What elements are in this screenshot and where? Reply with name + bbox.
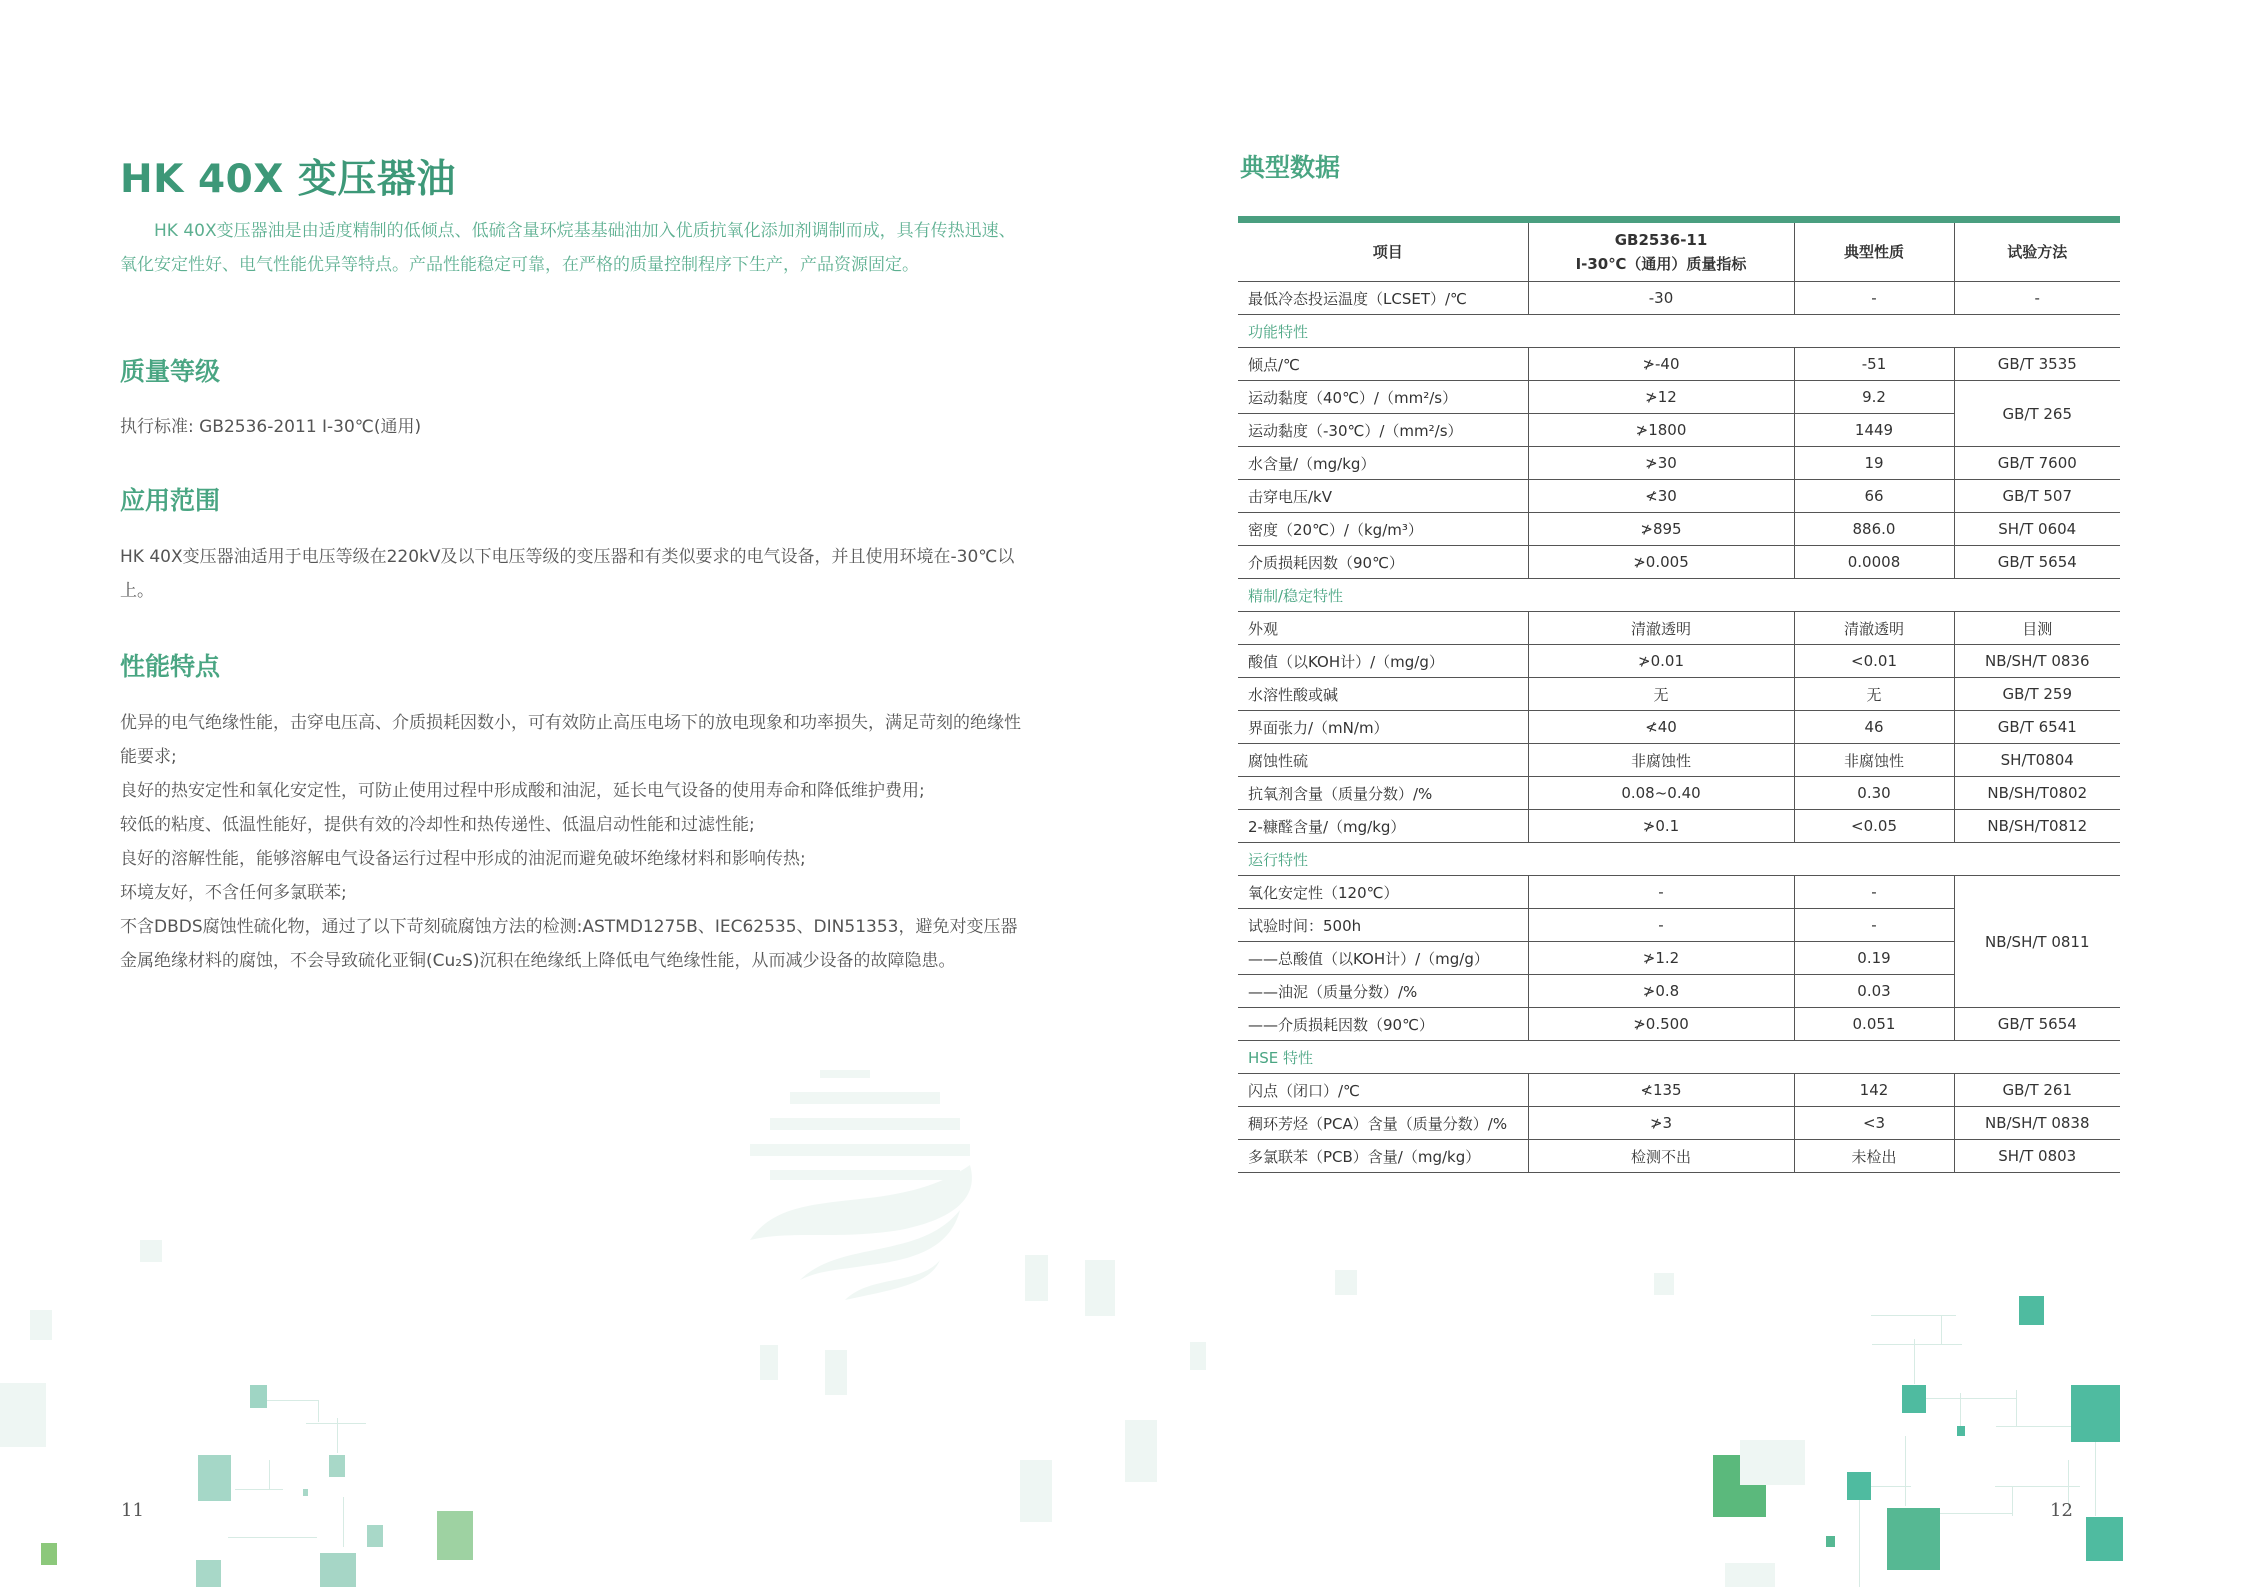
cell-typical: 0.0008 [1794,546,1954,579]
product-title: HK 40X 变压器油 [120,157,456,202]
cell-spec: 检测不出 [1528,1140,1794,1173]
quality-grade-text: 执行标准: GB2536-2011 I-30℃(通用) [120,417,422,437]
cell-spec: ≯0.500 [1528,1008,1794,1041]
table-row [1238,348,2120,381]
col-header-item: 项目 [1238,223,1528,282]
cell-typical: <3 [1794,1107,1954,1140]
section-row [1238,1041,2120,1074]
cell-method: - [1954,282,2120,315]
decor-square [1335,1270,1357,1295]
decor-line [2016,1390,2017,1426]
decor-line [1941,1315,1942,1345]
section-label: HSE 特性 [1238,1041,2120,1074]
cell-method: GB/T 7600 [1954,447,2120,480]
cell-spec: ≯-40 [1528,348,1794,381]
cell-method: GB/T 3535 [1954,348,2120,381]
cell-method: SH/T0804 [1954,744,2120,777]
cell-spec: 非腐蚀性 [1528,744,1794,777]
section-row [1238,315,2120,348]
cell-method: GB/T 259 [1954,678,2120,711]
feature-item: 环境友好，不含任何多氯联苯; [120,883,347,903]
decor-line [270,1537,317,1538]
col-header-method: 试验方法 [1954,223,2120,282]
feature-item: 较低的粘度、低温性能好，提供有效的冷却性和热传递性、低温启动性能和过滤性能; [120,815,755,835]
decor-line [2095,1442,2096,1516]
decor-square [41,1543,57,1565]
cell-spec: ≮135 [1528,1074,1794,1107]
cell-spec: ≮30 [1528,480,1794,513]
cell-method: SH/T 0803 [1954,1140,2120,1173]
decor-square [1125,1420,1157,1482]
cell-item: ——油泥（质量分数）/% [1238,975,1528,1008]
cell-item: 闪点（闭口）/℃ [1238,1074,1528,1107]
page-number-right: 12 [2050,1500,2073,1521]
cell-item: 击穿电压/kV [1238,480,1528,513]
cell-item: ——介质损耗因数（90℃） [1238,1008,1528,1041]
decor-square [1725,1563,1775,1587]
cell-typical: 9.2 [1794,381,1954,414]
decor-square [140,1240,162,1262]
cell-spec: 0.08~0.40 [1528,777,1794,810]
decor-line [343,1497,344,1547]
cell-item: 界面张力/（mN/m） [1238,711,1528,744]
decor-square [2086,1517,2123,1561]
cell-spec: ≯0.005 [1528,546,1794,579]
decor-square [1654,1273,1674,1295]
table-row [1238,282,2120,315]
cell-typical: 1449 [1794,414,1954,447]
watermark-logo-icon [750,1070,990,1300]
table-top-bar [1238,216,2120,223]
decor-square [1085,1260,1115,1316]
cell-typical: 0.19 [1794,942,1954,975]
cell-spec: ≯1800 [1528,414,1794,447]
section-label: 功能特性 [1238,315,2120,348]
cell-spec: -30 [1528,282,1794,315]
decor-square [1847,1472,1871,1500]
cell-spec: 无 [1528,678,1794,711]
cell-item: 氧化安定性（120℃） [1238,876,1528,909]
cell-method: NB/SH/T 0811 [1954,876,2120,1008]
cell-spec: ≯30 [1528,447,1794,480]
decor-square [303,1489,308,1496]
cell-method: GB/T 507 [1954,480,2120,513]
application-text: HK 40X变压器油适用于电压等级在220kV及以下电压等级的变压器和有类似要求的电气设备，并且使用环境在-30℃以上。 [120,547,1015,601]
cell-method: GB/T 6541 [1954,711,2120,744]
cell-typical: 清澈透明 [1794,612,1954,645]
table-row [1238,810,2120,843]
cell-item: 抗氧剂含量（质量分数）/% [1238,777,1528,810]
decor-square [2019,1296,2044,1325]
cell-typical: 66 [1794,480,1954,513]
cell-method: NB/SH/T0802 [1954,777,2120,810]
cell-item: 2-糠醛含量/（mg/kg） [1238,810,1528,843]
section-label: 运行特性 [1238,843,2120,876]
cell-item: ——总酸值（以KOH计）/（mg/g） [1238,942,1528,975]
cell-item: 运动黏度（40℃）/（mm²/s） [1238,381,1528,414]
cell-spec: 清澈透明 [1528,612,1794,645]
cell-typical: 19 [1794,447,1954,480]
table-row [1238,612,2120,645]
cell-spec: - [1528,909,1794,942]
cell-spec: ≯1.2 [1528,942,1794,975]
cell-spec: ≯3 [1528,1107,1794,1140]
section-label: 精制/稳定特性 [1238,579,2120,612]
decor-line [318,1400,319,1422]
cell-item: 酸值（以KOH计）/（mg/g） [1238,645,1528,678]
typical-data-table [1238,216,2120,1173]
cell-method: SH/T 0604 [1954,513,2120,546]
cell-spec: - [1528,876,1794,909]
decor-line [1871,1315,1956,1316]
table-row [1238,447,2120,480]
col-header-spec [1528,223,1794,282]
table-row [1238,711,2120,744]
cell-spec: ≯895 [1528,513,1794,546]
decor-line [306,1423,366,1424]
cell-spec: ≯0.1 [1528,810,1794,843]
table-row [1238,1140,2120,1173]
decor-line [266,1400,318,1401]
table-row [1238,513,2120,546]
table-row [1238,777,2120,810]
decor-line [1859,1500,1860,1587]
decor-square [30,1310,52,1340]
decor-line [1996,1426,2071,1427]
cell-typical: - [1794,909,1954,942]
section-heading-application: 应用范围 [120,486,221,515]
decor-square [1902,1385,1926,1413]
col-header-spec-line2: I-30℃（通用）质量指标 [1575,255,1747,273]
decor-square [198,1455,231,1501]
decor-square [1740,1440,1805,1485]
section-heading-quality-grade: 质量等级 [120,357,221,386]
cell-spec: ≯0.01 [1528,645,1794,678]
decor-square [1025,1255,1048,1301]
cell-typical: 142 [1794,1074,1954,1107]
decor-square [2071,1385,2120,1442]
decor-square [320,1553,356,1587]
intro-paragraph: HK 40X变压器油是由适度精制的低倾点、低硫含量环烷基基础油加入优质抗氧化添加剂调制而成，具有传热迅速、氧化安定性好、电气性能优异等特点。产品性能稳定可靠，在严格的质量控制程序下生产，产品资源固定。 [120,221,1016,275]
decor-square [329,1455,345,1477]
cell-item: 倾点/℃ [1238,348,1528,381]
table-row [1238,744,2120,777]
feature-item: 优异的电气绝缘性能，击穿电压高、介质损耗因数小，可有效防止高压电场下的放电现象和功率损失，满足苛刻的绝缘性能要求; [120,713,1021,767]
page-number-left: 11 [121,1500,144,1521]
cell-method: GB/T 5654 [1954,546,2120,579]
cell-typical: 0.30 [1794,777,1954,810]
table-row [1238,678,2120,711]
cell-item: 水含量/（mg/kg） [1238,447,1528,480]
cell-typical: <0.05 [1794,810,1954,843]
decor-square [1020,1460,1052,1522]
cell-method: NB/SH/T0812 [1954,810,2120,843]
decor-line [269,1460,270,1490]
col-header-spec-line1: GB2536-11 [1614,231,1708,249]
cell-method: NB/SH/T 0836 [1954,645,2120,678]
cell-typical: 0.03 [1794,975,1954,1008]
table-row [1238,1107,2120,1140]
decor-square [0,1383,46,1447]
cell-typical: 886.0 [1794,513,1954,546]
col-header-typical: 典型性质 [1794,223,1954,282]
cell-typical: - [1794,282,1954,315]
cell-spec: ≮40 [1528,711,1794,744]
cell-item: 介质损耗因数（90℃） [1238,546,1528,579]
decor-square [196,1560,221,1587]
section-row [1238,579,2120,612]
decor-square [760,1345,778,1380]
cell-item: 试验时间：500h [1238,909,1528,942]
table-row [1238,546,2120,579]
decor-square [437,1511,473,1560]
decor-square [1957,1426,1965,1436]
decor-line [235,1489,283,1490]
decor-square [1190,1342,1206,1370]
cell-item: 运动黏度（-30℃）/（mm²/s） [1238,414,1528,447]
cell-typical: 未检出 [1794,1140,1954,1173]
cell-method: GB/T 261 [1954,1074,2120,1107]
table-row [1238,645,2120,678]
decor-line [337,1418,338,1453]
decor-square [1887,1508,1940,1570]
decor-line [1914,1339,1915,1384]
cell-item: 最低冷态投运温度（LCSET）/℃ [1238,282,1528,315]
cell-typical: - [1794,876,1954,909]
table-row [1238,1008,2120,1041]
section-heading-features: 性能特点 [120,652,221,681]
feature-item: 良好的溶解性能，能够溶解电气设备运行过程中形成的油泥而避免破坏绝缘材料和影响传热; [120,849,806,869]
table-row [1238,876,2120,909]
cell-spec: ≯12 [1528,381,1794,414]
decor-square [250,1385,267,1408]
table-row [1238,381,2120,414]
feature-item: 良好的热安定性和氧化安定性，可防止使用过程中形成酸和油泥，延长电气设备的使用寿命和降低维护费用; [120,781,925,801]
decor-line [1926,1398,2016,1399]
decor-line [2012,1486,2013,1516]
cell-item: 腐蚀性硫 [1238,744,1528,777]
cell-method: GB/T 5654 [1954,1008,2120,1041]
features-list [120,706,1032,978]
table-header-row [1238,223,2120,282]
cell-item: 多氯联苯（PCB）含量/（mg/kg） [1238,1140,1528,1173]
cell-spec: ≯0.8 [1528,975,1794,1008]
table-row [1238,1074,2120,1107]
typical-data-heading: 典型数据 [1240,153,1341,182]
cell-method: NB/SH/T 0838 [1954,1107,2120,1140]
decor-line [1872,1344,1962,1345]
cell-typical: <0.01 [1794,645,1954,678]
cell-item: 密度（20℃）/（kg/m³） [1238,513,1528,546]
feature-item: 不含DBDS腐蚀性硫化物，通过了以下苛刻硫腐蚀方法的检测:ASTMD1275B、IEC62535、DIN51353，避免对变压器金属绝缘材料的腐蚀，不会导致硫化亚铜(Cu₂S)沉积在绝缘纸上降低电气绝缘性能，从而减少设备的故障隐患。 [120,917,1018,971]
cell-method: 目测 [1954,612,2120,645]
decor-line [1960,1393,1961,1428]
decor-square [825,1350,847,1395]
cell-typical: 非腐蚀性 [1794,744,1954,777]
cell-typical: 无 [1794,678,1954,711]
cell-item: 水溶性酸或碱 [1238,678,1528,711]
decor-line [1940,1513,2012,1514]
decor-line [1905,1436,1906,1506]
cell-typical: -51 [1794,348,1954,381]
cell-typical: 0.051 [1794,1008,1954,1041]
cell-method: GB/T 265 [1954,381,2120,447]
table-row [1238,480,2120,513]
decor-square [1826,1536,1835,1547]
cell-item: 稠环芳烃（PCA）含量（质量分数）/% [1238,1107,1528,1140]
cell-item: 外观 [1238,612,1528,645]
section-row [1238,843,2120,876]
decor-square [367,1525,383,1547]
cell-typical: 46 [1794,711,1954,744]
